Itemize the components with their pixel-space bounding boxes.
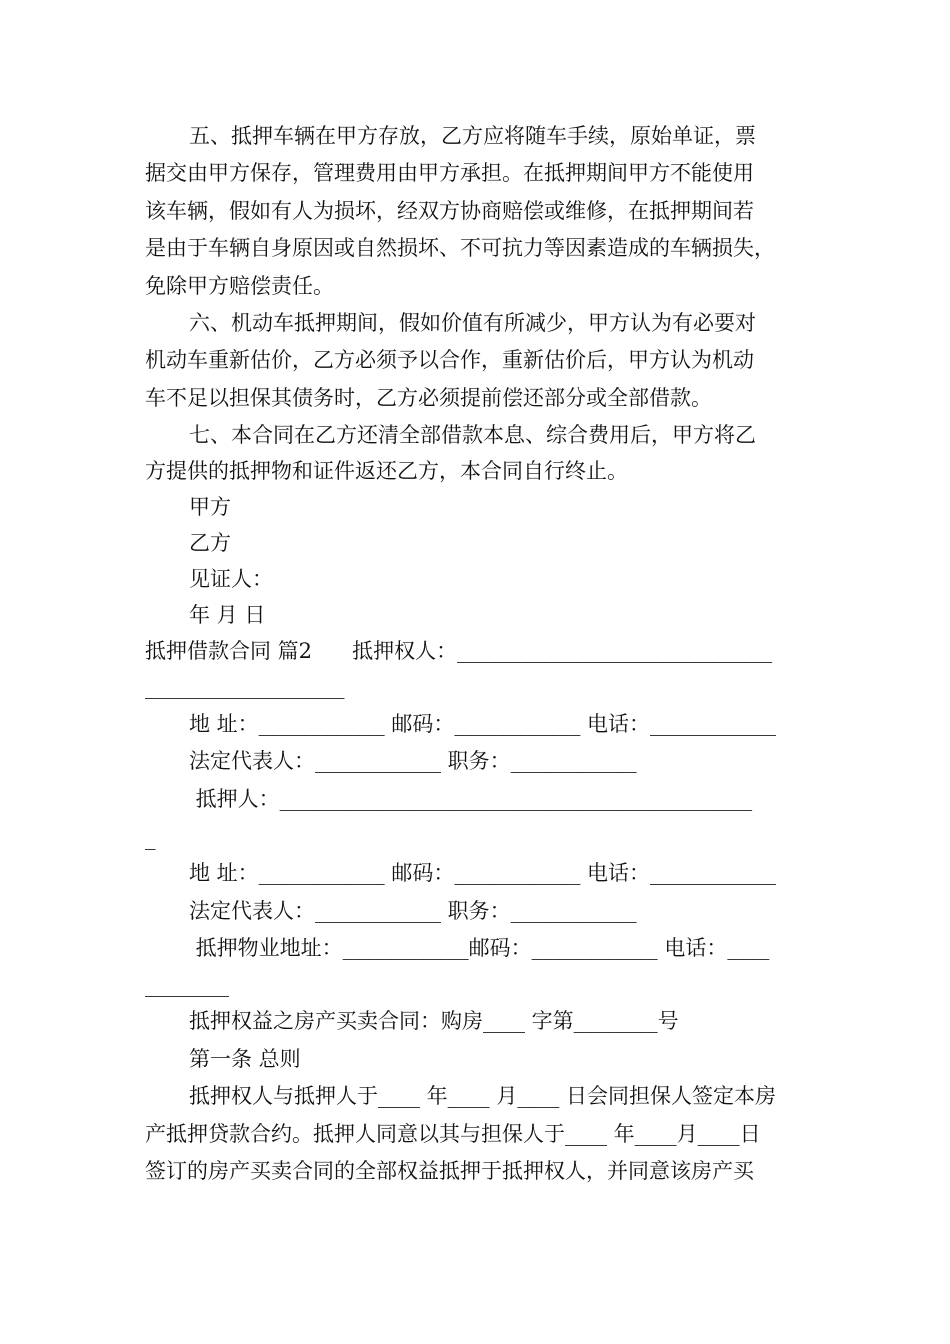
paragraph-line: 抵押权人与抵押人于____ 年____ 月____ 日会同担保人签定本房 (189, 1084, 777, 1108)
paragraph-line: 据交由甲方保存，管理费用由甲方承担。在抵押期间甲方不能使用 (145, 161, 754, 185)
paragraph-line: 五、抵押车辆在甲方存放，乙方应将随车手续，原始单证，票 (189, 124, 756, 148)
party-b-label: 乙方 (189, 531, 231, 555)
paragraph-line: ________ (145, 973, 229, 997)
paragraph-line: _ (145, 826, 156, 850)
paragraph-line: 该车辆，假如有人为损坏，经双方协商赔偿或维修，在抵押期间若 (145, 199, 754, 223)
contract-heading-line: 抵押借款合同 篇2 抵押权人：______________________________ (145, 639, 773, 663)
party-a-label: 甲方 (189, 495, 231, 519)
property-address-line: 抵押物业地址：____________邮码：____________ 电话：____ (189, 936, 770, 960)
article-heading: 第一条 总则 (189, 1047, 301, 1071)
mortgagee-address-line: 地 址：____________ 邮码：____________ 电话：____________ (189, 712, 777, 736)
witness-label: 见证人： (189, 567, 273, 591)
mortgagor-address-line: 地 址：____________ 邮码：____________ 电话：____________ (189, 861, 777, 885)
paragraph-line: ___________________ (145, 675, 345, 699)
paragraph-line: 产抵押贷款合约。抵押人同意以其与担保人于____ 年____月____日 (145, 1122, 761, 1146)
date-label: 年 月 日 (189, 603, 266, 627)
mortgagee-representative-line: 法定代表人：____________ 职务：____________ (189, 749, 637, 773)
paragraph-line: 七、本合同在乙方还清全部借款本息、综合费用后，甲方将乙 (189, 423, 756, 447)
purchase-contract-line: 抵押权益之房产买卖合同：购房____ 字第________号 (189, 1009, 679, 1033)
mortgagor-line: 抵押人：_____________________________________________ (189, 787, 753, 811)
mortgagor-representative-line: 法定代表人：____________ 职务：____________ (189, 899, 637, 923)
paragraph-line: 车不足以担保其债务时，乙方必须提前偿还部分或全部借款。 (145, 386, 712, 410)
paragraph-line: 签订的房产买卖合同的全部权益抵押于抵押权人，并同意该房产买 (145, 1159, 754, 1183)
paragraph-line: 免除甲方赔偿责任。 (145, 274, 334, 298)
paragraph-line: 方提供的抵押物和证件返还乙方，本合同自行终止。 (145, 459, 628, 483)
paragraph-line: 六、机动车抵押期间，假如价值有所减少，甲方认为有必要对 (189, 311, 756, 335)
paragraph-line: 是由于车辆自身原因或自然损坏、不可抗力等因素造成的车辆损失， (145, 236, 775, 260)
paragraph-line: 机动车重新估价，乙方必须予以合作，重新估价后，甲方认为机动 (145, 348, 754, 372)
